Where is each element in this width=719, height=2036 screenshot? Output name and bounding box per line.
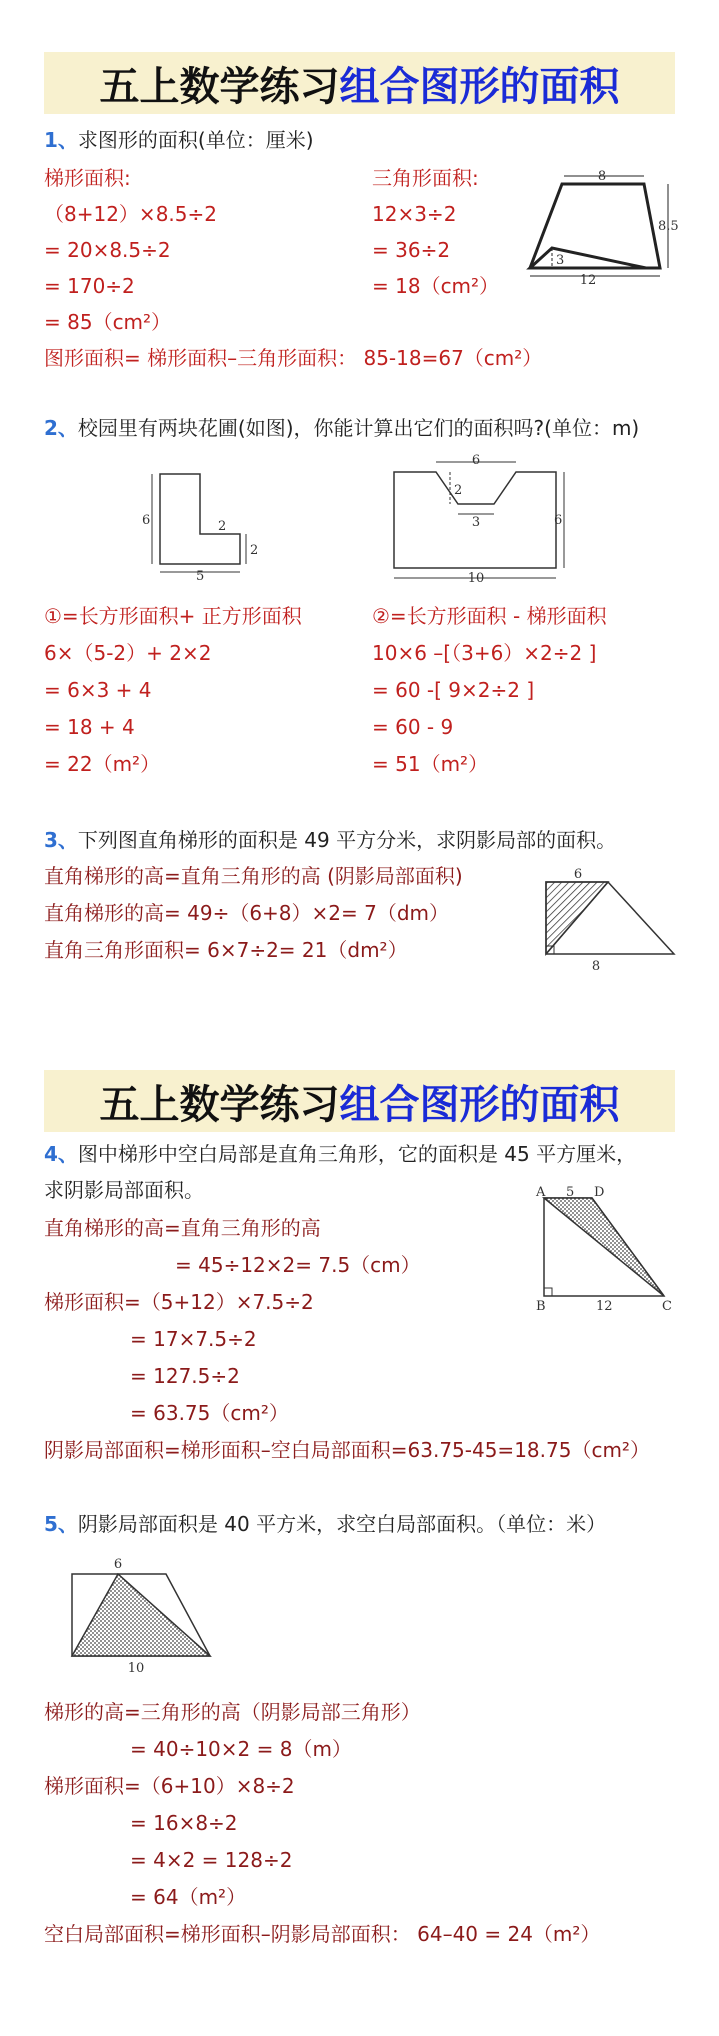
q4-line: = 63.75（cm²） (130, 1401, 289, 1425)
q5-text: 阴影局部面积是 40 平方米，求空白局部面积。（单位：米） (77, 1512, 607, 1536)
q1-left-line: （8+12）×8.5÷2 (44, 202, 217, 226)
q4-figure (530, 1186, 680, 1316)
q5-line: = 16×8÷2 (130, 1811, 238, 1835)
q1-summary: 图形面积= 梯形面积–三角形面积： 85-18=67（cm²） (44, 346, 543, 370)
q5-number: 5、 (44, 1512, 78, 1536)
q5-line: 梯形面积=（6+10）×8÷2 (44, 1774, 295, 1798)
q2-right-line: 10×6 –[（3+6）×2÷2 ] (372, 641, 597, 665)
q2-text: 校园里有两块花圃(如图)，你能计算出它们的面积吗?(单位：m) (77, 416, 640, 440)
q1-figure (520, 168, 679, 288)
q2-question (44, 416, 639, 440)
q3-fig-top: 6 (573, 867, 583, 882)
q5-fig-bottom: 10 (127, 1661, 145, 1676)
q4-text: 图中梯形中空白局部是直角三角形，它的面积是 45 平方厘米， (77, 1142, 637, 1166)
q2-fig2-inner: 3 (471, 515, 481, 530)
q2-left-line: ①=长方形面积+ 正方形面积 (44, 604, 302, 628)
q4-line: 梯形面积=（5+12）×7.5÷2 (44, 1290, 314, 1314)
q5-line: = 40÷10×2 = 8（m） (130, 1737, 352, 1761)
q5-line: = 64（m²） (130, 1885, 247, 1909)
q2-right-line: = 60 - 9 (372, 715, 454, 739)
q2-right-line: = 60 -[ 9×2÷2 ] (372, 678, 535, 702)
q1-left-line: 梯形面积: (44, 166, 131, 190)
q1-left-line: = 20×8.5÷2 (44, 238, 171, 262)
q2-fig2-height: 6 (554, 513, 563, 528)
q1-right-line: 12×3÷2 (372, 202, 457, 226)
q3-fig-bottom: 8 (591, 959, 601, 974)
q5-line: = 4×2 = 128÷2 (130, 1848, 293, 1872)
q3-number: 3、 (44, 828, 78, 852)
q3-figure (540, 868, 680, 978)
q3-text: 下列图直角梯形的面积是 49 平方分米，求阴影局部的面积。 (77, 828, 617, 852)
q4-number: 4、 (44, 1142, 78, 1166)
q5-line: 梯形的高=三角形的高（阴影局部三角形） (44, 1700, 421, 1724)
q1-fig-bottom: 12 (579, 273, 597, 288)
q4-line: = 45÷12×2= 7.5（cm） (175, 1253, 421, 1277)
q4-question (44, 1142, 636, 1166)
q1-left-line: = 85（cm²） (44, 310, 172, 334)
q1-number: 1、 (44, 128, 78, 152)
q3-line: 直角三角形面积= 6×7÷2= 21（dm²） (44, 938, 408, 962)
q1-left-line: = 170÷2 (44, 274, 135, 298)
q2-fig2-depth: 2 (454, 483, 463, 498)
q4-fig-c: C (662, 1299, 672, 1314)
title-banner-2 (44, 1070, 675, 1132)
q4-fig-d: D (594, 1185, 605, 1200)
q1-right-line: 三角形面积: (372, 166, 479, 190)
q1-text: 求图形的面积(单位：厘米) (77, 128, 314, 152)
q4-line: = 127.5÷2 (130, 1364, 240, 1388)
q2-fig1-step-h: 2 (218, 519, 227, 534)
q2-left-line: = 6×3 + 4 (44, 678, 152, 702)
q4-fig-bottom: 12 (596, 1299, 613, 1314)
q4-line: 直角梯形的高=直角三角形的高 (44, 1216, 321, 1240)
title-banner-1 (44, 52, 675, 114)
q2-number: 2、 (44, 416, 78, 440)
q5-question (44, 1512, 606, 1536)
q4-summary: 阴影局部面积=梯形面积–空白局部面积=63.75-45=18.75（cm²） (44, 1438, 650, 1462)
q3-line: 直角梯形的高=直角三角形的高 (阴影局部面积) (44, 864, 463, 888)
q3-line: 直角梯形的高= 49÷（6+8）×2= 7（dm） (44, 901, 450, 925)
q4-fig-a: A (536, 1185, 546, 1200)
q2-fig1-step-v: 2 (250, 543, 259, 558)
q1-question (44, 128, 314, 152)
q4-question-cont: 求阴影局部面积。 (44, 1178, 204, 1202)
q2-fig2-top: 6 (471, 453, 481, 468)
q2-left-line: = 18 + 4 (44, 715, 135, 739)
q2-left-line: = 22（m²） (44, 752, 161, 776)
q5-figure (64, 1556, 234, 1676)
q1-right-line: = 36÷2 (372, 238, 451, 262)
title-black: 五上数学练习 (99, 63, 340, 110)
title-blue: 组合图形的面积 (339, 63, 620, 110)
q2-fig1-bottom: 5 (196, 569, 205, 584)
q2-right-line: = 51（m²） (372, 752, 489, 776)
q2-figure-2 (388, 453, 568, 586)
q4-fig-top: 5 (566, 1185, 575, 1200)
q2-right-line: ②=长方形面积 - 梯形面积 (372, 604, 607, 628)
q5-summary: 空白局部面积=梯形面积–阴影局部面积： 64–40 = 24（m²） (44, 1922, 601, 1946)
q3-question (44, 828, 616, 852)
q2-fig2-bottom: 10 (467, 571, 485, 586)
q5-fig-top: 6 (113, 1557, 123, 1572)
q2-fig1-height: 6 (142, 513, 151, 528)
q2-figure-1 (142, 468, 270, 584)
q1-fig-inner: 3 (556, 253, 565, 268)
q4-fig-b: B (536, 1299, 546, 1314)
q2-left-line: 6×（5-2）+ 2×2 (44, 641, 212, 665)
q1-fig-right: 8.5 (658, 219, 679, 234)
q1-right-line: = 18（cm²） (372, 274, 500, 298)
q1-fig-top: 8 (597, 169, 607, 184)
q4-line: = 17×7.5÷2 (130, 1327, 257, 1351)
title-blue: 组合图形的面积 (339, 1081, 620, 1128)
title-black: 五上数学练习 (99, 1081, 340, 1128)
